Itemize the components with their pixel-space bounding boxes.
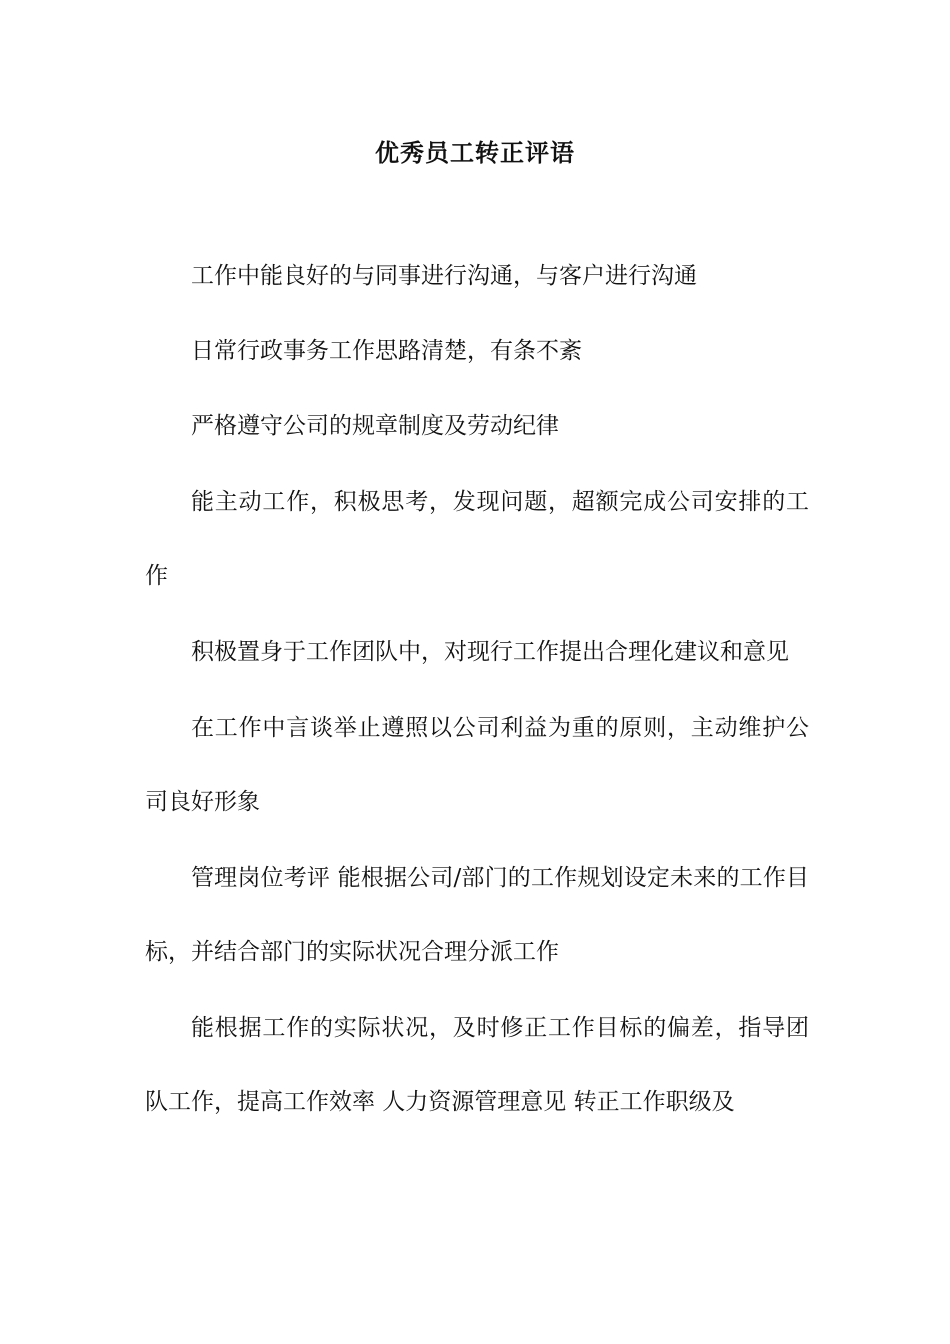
paragraph-8: 能根据工作的实际状况，及时修正工作目标的偏差，指导团队工作，提高工作效率 人力资源管理意见 转正工作职级及: [145, 1015, 809, 1115]
paragraph-3: 严格遵守公司的规章制度及劳动纪律: [191, 413, 559, 439]
paragraph-7: 管理岗位考评 能根据公司/部门的工作规划设定未来的工作目标，并结合部门的实际状况合理分派工作: [145, 865, 809, 965]
document-body: [145, 258, 809, 1159]
paragraph-4: 能主动工作，积极思考，发现问题，超额完成公司安排的工作: [145, 489, 809, 589]
document-title: 优秀员工转正评语: [375, 138, 575, 167]
paragraph-2: 日常行政事务工作思路清楚，有条不紊: [191, 338, 582, 364]
paragraph-5: 积极置身于工作团队中，对现行工作提出合理化建议和意见: [191, 639, 789, 665]
paragraph-1: 工作中能良好的与同事进行沟通，与客户进行沟通: [191, 263, 697, 289]
paragraph-6: 在工作中言谈举止遵照以公司利益为重的原则，主动维护公司良好形象: [145, 715, 809, 815]
